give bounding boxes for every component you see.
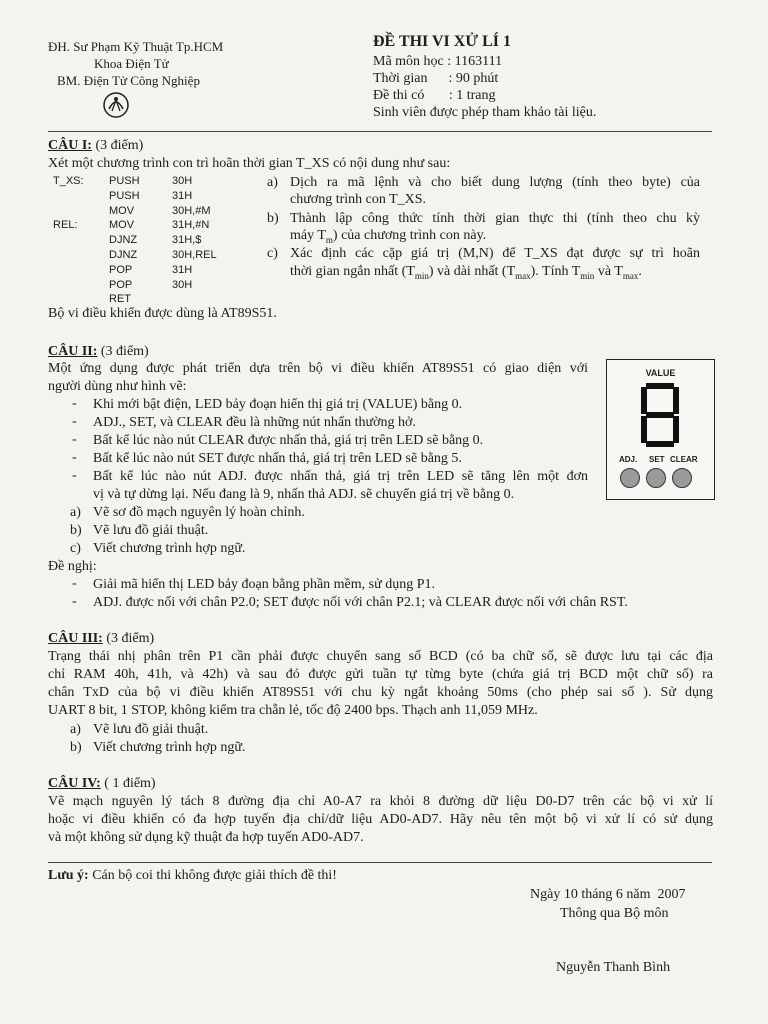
q3-line: chỉ RAM 40h, 41h, và 42h) và sau đó được gửi tuần tự từng byte (chứa giá trị BCD một chữ số) ra [48, 667, 713, 682]
exam-title: ĐỀ THI VI XỬ LÍ 1 [373, 33, 511, 50]
clear-button-circle [672, 468, 692, 488]
code-op: POP [109, 263, 133, 276]
bullet-dash: - [72, 576, 77, 591]
code-line [53, 248, 263, 263]
q1-mcu-note: Bộ vi điều khiển được dùng là AT89S51. [48, 306, 277, 321]
q2-suggest-item: ADJ. được nối với chân P2.0; SET được nối với chân P2.1; và CLEAR được nối với chân RST. [93, 595, 628, 610]
footer-note [48, 867, 337, 884]
q2-task-mark: b) [70, 523, 82, 538]
text-part: ) của chương trình con này. [332, 228, 487, 243]
code-op: RET [109, 293, 131, 306]
bullet-dash: - [72, 450, 77, 465]
subscript: min [414, 270, 429, 281]
faculty-name: Khoa Điện Tử [94, 56, 169, 71]
q4-title: CÂU IV: [48, 776, 101, 791]
note-text: Cán bộ coi thi không được giải thích đề thi! [88, 868, 337, 883]
subscript: max [515, 270, 531, 281]
code-arg: 31H [172, 189, 193, 202]
code-arg: 30H [172, 278, 193, 291]
code-line [53, 189, 263, 204]
q3-line: Trạng thái nhị phân trên P1 cần phải được chuyển sang số BCD (có ba chữ số, sẽ được lưu tại các địa [48, 649, 713, 664]
code-op: DJNZ [109, 234, 138, 247]
q1-code-listing [53, 174, 263, 307]
code-label: REL: [53, 219, 78, 232]
q1-points: (3 điểm) [91, 138, 144, 153]
code-op: PUSH [109, 175, 140, 187]
q2-suggest-item: Giải mã hiển thị LED bảy đoạn bằng phần mềm, sử dụng P1. [93, 577, 435, 592]
q1-heading [48, 137, 143, 154]
header-divider [48, 131, 712, 132]
code-line [53, 263, 263, 278]
signer-name: Nguyễn Thanh Bình [556, 960, 671, 975]
q4-line: hoặc vi điều khiển có đa hợp tuyến địa chỉ/dữ liệu AD0-AD7. Hãy nêu tên một bộ vi xử lí có sử dụng [48, 812, 713, 827]
approval-line: Thông qua Bộ môn [560, 906, 669, 921]
code-arg: 30H,#M [172, 204, 211, 217]
clear-button-label: CLEAR [670, 455, 698, 464]
q4-heading [48, 775, 156, 792]
bullet-dash: - [72, 396, 77, 411]
led-panel-figure [606, 359, 715, 500]
text-part: thời gian ngắn nhất (T [290, 264, 415, 279]
q3-task-text: Vẽ lưu đồ giải thuật. [93, 722, 209, 737]
q2-bullet: ADJ., SET, và CLEAR đều là những nút nhấn thường hở. [93, 415, 416, 430]
code-arg: 31H [172, 263, 193, 276]
bullet-dash: - [72, 594, 77, 609]
university-logo [101, 91, 131, 119]
q1-item-a-mark: a) [267, 175, 278, 190]
q1-item-a-line1: Dịch ra mã lệnh và cho biết dung lượng (tính theo byte) của [290, 175, 700, 190]
q3-line: chân TxD của bộ vi điều khiển AT89S51 với chu kỳ ngắt khoảng 50ms (cho phép sai số ). Sử dụng [48, 685, 713, 700]
q4-points: ( 1 điểm) [100, 776, 156, 791]
q2-task-text: Viết chương trình hợp ngữ. [93, 541, 246, 556]
code-label [53, 204, 109, 219]
code-label: T_XS: [53, 175, 84, 187]
q2-bullet: Bất kể lúc nào nút CLEAR được nhấn thả, giá trị trên LED sẽ bằng 0. [93, 433, 484, 448]
set-button-circle [646, 468, 666, 488]
q3-task-text: Viết chương trình hợp ngữ. [93, 740, 246, 755]
adj-button-circle [620, 468, 640, 488]
q1-item-c-line1: Xác định các cặp giá trị (M,N) để T_XS đạt được sự trì hoãn [290, 246, 700, 261]
footer-divider [48, 862, 712, 863]
q4-line: và một không sử dụng kỹ thuật đa hợp tuyến AD0-AD7. [48, 830, 364, 845]
q3-heading [48, 630, 154, 647]
bullet-dash: - [72, 432, 77, 447]
code-label [53, 263, 109, 278]
code-arg: 30H [172, 175, 193, 187]
bullet-dash: - [72, 468, 77, 483]
code-line [53, 233, 263, 248]
q2-points: (3 điểm) [97, 344, 149, 359]
q3-task-mark: a) [70, 722, 81, 737]
bullet-dash: - [72, 414, 77, 429]
seven-segment-digit [640, 382, 680, 448]
code-arg: 31H,$ [172, 234, 202, 247]
code-label [53, 248, 109, 263]
q4-line: Vẽ mạch nguyên lý tách 8 đường địa chỉ A0-A7 ra khỏi 8 đường dữ liệu D0-D7 trên các bộ vi xử lí [48, 794, 713, 809]
subscript: m [325, 234, 333, 245]
adj-button-label: ADJ. [619, 455, 638, 464]
page-count: Đề thi có : 1 trang [373, 88, 496, 103]
exam-duration: Thời gian : 90 phút [373, 71, 499, 86]
q2-task-mark: a) [70, 505, 81, 520]
text-part: ) và dài nhất (T [428, 264, 516, 279]
q2-bullet: Khi mới bật điện, LED bảy đoạn hiển thị giá trị (VALUE) bằng 0. [93, 397, 463, 412]
reference-note: Sinh viên được phép tham khảo tài liệu. [373, 105, 597, 120]
q2-heading [48, 343, 149, 360]
q1-item-b-line1: Thành lập công thức tính thời gian thực thi (tính theo chu kỳ [290, 211, 700, 226]
code-op: POP [109, 278, 133, 291]
code-label [53, 278, 109, 293]
code-line [53, 204, 263, 219]
q2-bullet: Bất kể lúc nào nút ADJ. được nhấn thả, giá trị trên LED sẽ tăng lên một đơn [93, 469, 588, 484]
q3-task-mark: b) [70, 740, 82, 755]
q2-task-text: Vẽ sơ đồ mạch nguyên lý hoàn chỉnh. [93, 505, 305, 520]
q1-item-c-mark: c) [267, 246, 278, 261]
q2-title: CÂU II: [48, 344, 98, 359]
q1-item-a-line2: chương trình con T_XS. [290, 192, 427, 207]
university-name: ĐH. Sư Phạm Kỹ Thuật Tp.HCM [48, 39, 224, 54]
subscript: max [622, 270, 639, 281]
course-code: Mã môn học : 1163111 [373, 54, 503, 69]
q2-intro-line1: Một ứng dụng được phát triển dựa trên bộ vi điều khiển AT89S51 có giao diện với [48, 361, 588, 376]
subscript: min [580, 270, 595, 281]
code-line [53, 278, 263, 293]
q3-title: CÂU III: [48, 631, 103, 646]
note-label: Lưu ý: [48, 868, 89, 883]
q1-intro: Xét một chương trình con trì hoãn thời gian T_XS có nội dung như sau: [48, 156, 451, 171]
text-part: ). Tính T [530, 264, 581, 279]
q1-item-b-mark: b) [267, 211, 279, 226]
code-arg: 30H,REL [172, 248, 217, 261]
department-name: BM. Điện Tử Công Nghiệp [57, 73, 200, 88]
value-label: VALUE [645, 368, 676, 378]
set-button-label: SET [649, 455, 665, 464]
q1-item-b-line2 [290, 227, 486, 244]
q2-intro-line2: người dùng như hình vẽ: [48, 379, 187, 394]
q2-task-text: Vẽ lưu đồ giải thuật. [93, 523, 209, 538]
text-part: máy T [290, 228, 326, 243]
code-line [53, 218, 263, 233]
q1-item-c-line2 [290, 263, 642, 280]
exam-date: Ngày 10 tháng 6 năm 2007 [530, 887, 686, 902]
q2-bullet: Bất kể lúc nào nút SET được nhấn thả, giá trị trên LED sẽ bằng 5. [93, 451, 462, 466]
q1-title: CÂU I: [48, 138, 92, 153]
code-label [53, 189, 109, 204]
text-part: . [638, 264, 642, 279]
q3-line: UART 8 bit, 1 STOP, không kiểm tra chẵn lẻ, tốc độ 2400 bps. Thạch anh 11,059 MHz. [48, 703, 538, 718]
q3-points: (3 điểm) [102, 631, 155, 646]
code-line [53, 174, 263, 189]
q2-task-mark: c) [70, 541, 81, 556]
code-op: PUSH [109, 189, 140, 202]
text-part: và T [594, 264, 623, 279]
q2-bullet-continuation: vị và tự dừng lại. Nếu đang là 9, nhấn thả ADJ. sẽ chuyển giá trị về bằng 0. [93, 487, 515, 502]
q2-suggest-label: Đề nghị: [48, 559, 97, 574]
code-op: DJNZ [109, 248, 138, 261]
code-op: MOV [109, 204, 135, 217]
code-op: MOV [109, 219, 135, 232]
code-label [53, 233, 109, 248]
code-arg: 31H,#N [172, 219, 210, 232]
